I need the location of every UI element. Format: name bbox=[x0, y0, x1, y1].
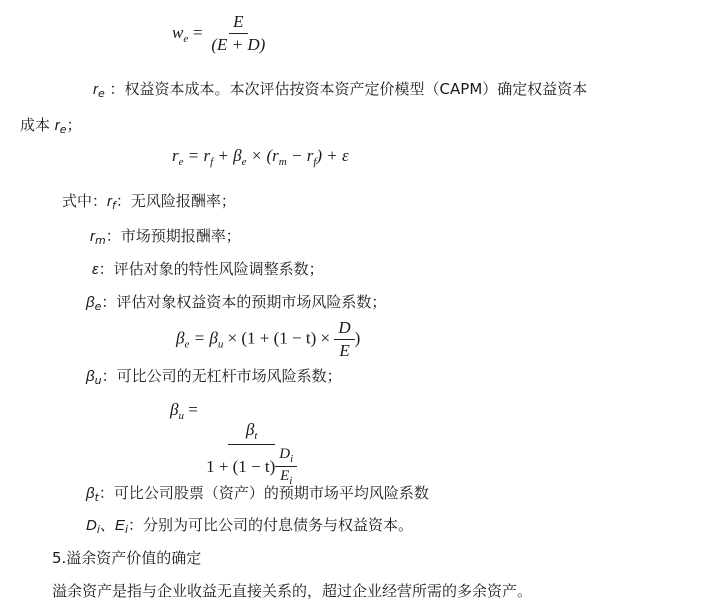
section-paragraph: 溢余资产是指与企业收益无直接关系的，超过企业经营所需的多余资产。 bbox=[52, 582, 533, 600]
formula-beta-e: $\beta_e = \beta_u \times (1 + (1 - t)$ × $\frac{D}{E}$ ) bbox=[176, 318, 361, 360]
re-definition-line: $r_e$ ：权益资本成本。本次评估按资本资产定价模型（CAPM）确定权益资本 bbox=[93, 80, 588, 100]
di-ei-definition: $D_i$、$E_i$：分别为可比公司的付息债务与权益资本。 bbox=[86, 516, 414, 536]
epsilon-definition: ε：评估对象的特性风险调整系数； bbox=[92, 260, 324, 278]
formula-we: $w_e$ = $\frac{E}{(E + D)}$ bbox=[172, 12, 269, 55]
formula-beta-u: $\beta_u$ = $\beta_t$ 1 + (1 − t) $\frac{D_i}{E_i}$ bbox=[170, 400, 301, 487]
section-heading: 5.溢余资产价值的确定 bbox=[52, 549, 202, 567]
formula-capm: $r_e = r_f + \beta_e \times (r_m - r_f) + \varepsilon$ bbox=[172, 146, 349, 168]
rf-definition: 式中：$r_f$：无风险报酬率； bbox=[62, 192, 236, 212]
fraction: $\frac{E}{(E + D)}$ bbox=[211, 12, 266, 54]
rm-definition: $r_m$：市场预期报酬率； bbox=[90, 227, 241, 247]
re-definition-continuation: 成本 $r_e$； bbox=[20, 116, 82, 136]
beta-e-definition: $\beta_e$：评估对象权益资本的预期市场风险系数； bbox=[86, 293, 387, 313]
beta-t-definition: $\beta_t$：可比公司股票（资产）的预期市场平均风险系数 bbox=[86, 484, 429, 504]
beta-u-definition: $\beta_u$：可比公司的无杠杆市场风险系数； bbox=[86, 367, 342, 387]
